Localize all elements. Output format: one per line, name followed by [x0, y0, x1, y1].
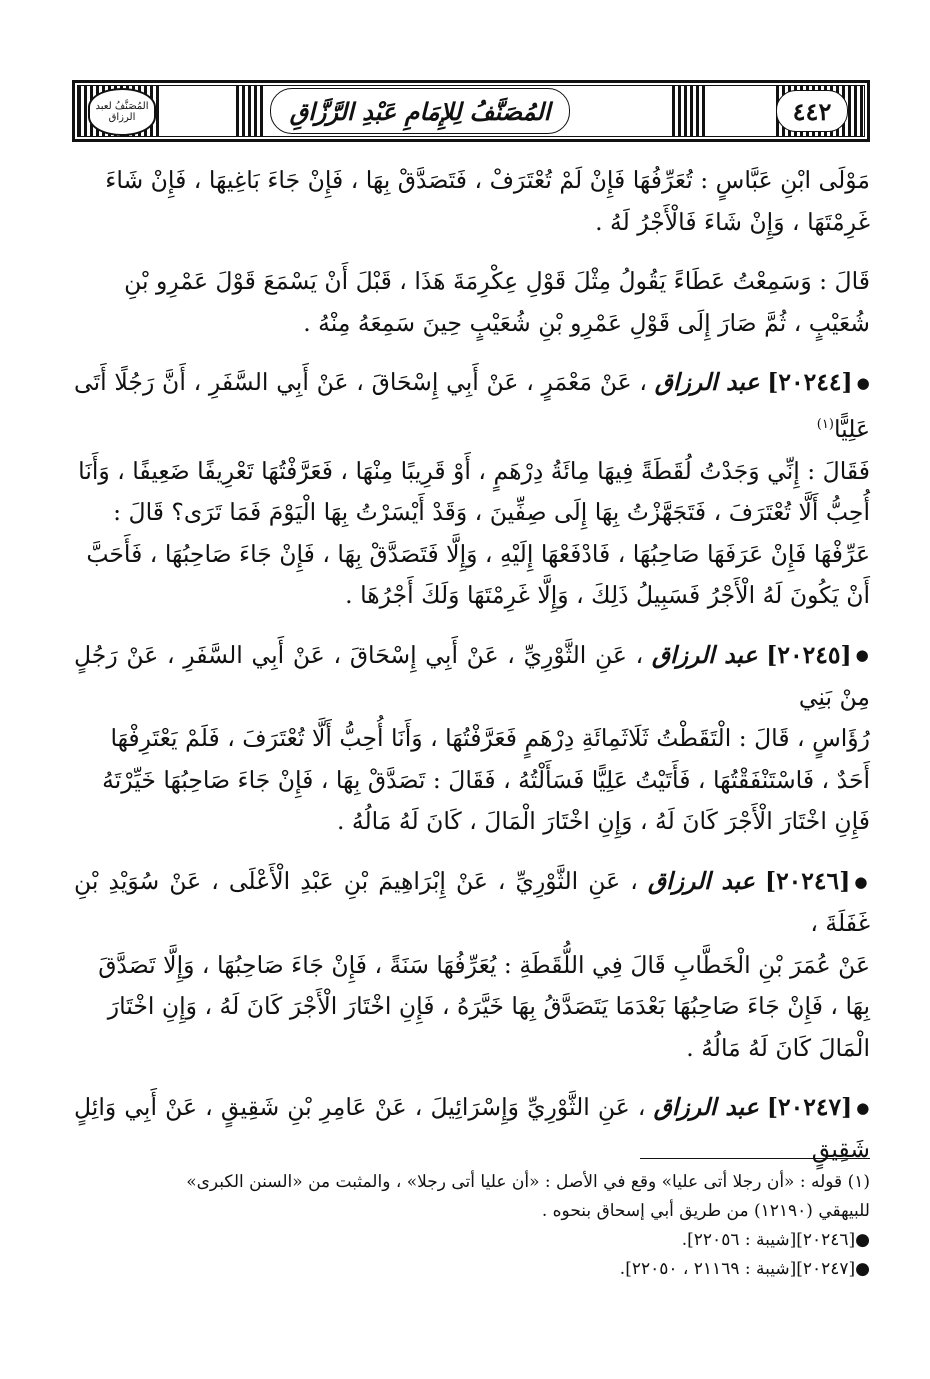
page-number: ٤٤٢ — [792, 96, 832, 126]
narrator-name: عبد الرزاق — [654, 368, 760, 396]
page-number-box — [776, 90, 848, 132]
book-seal-logo — [88, 88, 156, 136]
running-title: المُصَنَّفُ لِلإِمَامِ عَبْدِ الرَّزَّاقِ — [289, 96, 551, 126]
text-line: ، عَنِ الثَّوْرِيِّ ، عَنْ إِبْرَاهِيمَ بْنِ عَبْدِ الْأَعْلَى ، عَنْ سُوَيْدِ بْنِ غَفَلَةَ ، — [74, 866, 870, 938]
main-text — [74, 160, 870, 1171]
text-line: فَقَالَ : إِنِّي وَجَدْتُ لُقَطَةً فِيهَا مِائَةُ دِرْهَمٍ ، أَوْ قَرِيبًا مِنْهَا ، فَعَرَّفْتُهَا تَعْرِيفًا ضَعِيفًا ، وَأَنَا — [78, 456, 870, 485]
text-line: غَرِمْتَهَا ، وَإِنْ شَاءَ فَالْأَجْرُ لَهُ . — [595, 207, 870, 236]
paragraph-continuation — [74, 160, 870, 243]
text-line: ، عَنْ مَعْمَرٍ ، عَنْ أَبِي إِسْحَاقَ ، عَنْ أَبِي السَّفَرِ ، أَنَّ رَجُلًا أَتَى عَلِيًّا — [74, 368, 870, 444]
hadith-20246 — [74, 861, 870, 1069]
footnote-line: (١) قوله : «أن رجلا أتى عليا» وقع في الأصل : «أن عليا أتى رجلا» ، والمثبت من «السنن الكبرى» — [186, 1172, 870, 1192]
text-line: رُؤَاسٍ ، قَالَ : الْتَقَطْتُ ثَلَاثَمِائَةِ دِرْهَمٍ فَعَرَّفْتُهَا ، وَأَنَا أُحِبُّ أَلَّا تُعْتَرَفَ ، فَلَمْ يَعْتَرِفْهَا — [110, 724, 870, 753]
text-line: عَنْ عُمَرَ بْنِ الْخَطَّابِ قَالَ فِي اللُّقَطَةِ : يُعَرِّفُهَا سَنَةً ، فَإِنْ جَاءَ صَاحِبُهَا ، وَإِلَّا تَصَدَّقَ — [98, 950, 870, 979]
page-header — [72, 80, 870, 142]
hadith-number: [٢٠٢٤٤] — [767, 368, 853, 396]
ornament-mid-left — [236, 86, 266, 136]
ornament-mid-right — [672, 86, 706, 136]
text-line: فَإِنِ اخْتَارَ الْأَجْرَ كَانَ لَهُ ، وَإِنِ اخْتَارَ الْمَالَ ، كَانَ لَهُ مَالُهُ . — [336, 807, 870, 836]
seal-text: المُصَنَّفُ لعبد الرزاق — [95, 101, 149, 123]
hadith-number: [٢٠٢٤٥] — [766, 640, 852, 669]
text-line: عَرِّفْهَا فَإِنْ عَرَفَهَا صَاحِبُهَا ، فَادْفَعْهَا إِلَيْهِ ، وَإِلَّا فَتَصَدَّقْ بِهَا ، فَإِنْ جَاءَ صَاحِبُهَا ، فَأَحَبَّ — [86, 539, 870, 568]
narrator-name: عبد الرزاق — [647, 866, 755, 895]
text-line: مَوْلَى ابْنِ عَبَّاسٍ : تُعَرِّفُهَا فَإِنْ لَمْ تُعْتَرَفْ ، فَتَصَدَّقْ بِهَا ، فَإِنْ جَاءَ بَاغِيهَا ، فَإِنْ شَاءَ — [105, 166, 870, 194]
text-line: أُحِبُّ أَلَّا تُعْتَرَفَ ، فَتَجَهَّزْتُ بِهَا إِلَى صِفِّينَ ، وَقَدْ أَيْسَرْتُ بِهَا الْيَوْمَ فَمَا تَرَى؟ قَالَ : — [113, 498, 870, 527]
text-line: قَالَ : وَسَمِعْتُ عَطَاءً يَقُولُ مِثْلَ قَوْلِ عِكْرِمَةَ هَذَا ، قَبْلَ أَنْ يَسْمَعَ قَوْلَ عَمْرِو بْنِ — [124, 267, 870, 295]
footnotes — [74, 1168, 870, 1284]
cross-ref-20247: ●[٢٠٢٤٧][شيبة : ٢١١٦٩ ، ٢٢٠٥٠]. — [619, 1259, 870, 1279]
paragraph-qala — [74, 261, 870, 344]
text-line: بِهَا ، فَإِنْ جَاءَ صَاحِبُهَا بَعْدَمَا يَتَصَدَّقُ بِهَا خَيَّرَهُ ، فَإِنِ اخْتَارَ الْأَجْرَ كَانَ لَهُ ، وَإِنِ اخْتَارَ — [107, 992, 870, 1021]
bullet-icon: ● — [856, 1098, 870, 1117]
text-line: أَنْ يَكُونَ لَهُ الْأَجْرُ فَسَبِيلُ ذَلِكَ ، وَإِلَّا غَرِمْتَهَا وَلَكَ أَجْرُهَا . — [345, 581, 870, 610]
bullet-icon: ● — [856, 373, 870, 392]
text-line: الْمَالَ كَانَ لَهُ مَالُهُ . — [686, 1033, 870, 1062]
text-line: ، عَنِ الثَّوْرِيِّ وَإِسْرَائِيلَ ، عَنْ عَامِرِ بْنِ شَقِيقٍ ، عَنْ أَبِي وَائِلٍ شَقِيقٍ — [74, 1093, 870, 1164]
hadith-number: [٢٠٢٤٧] — [766, 1093, 853, 1122]
narrator-name: عبد الرزاق — [653, 1093, 759, 1122]
text-line: أَحَدٌ ، فَاسْتَنْفَقْتُهَا ، فَأَتَيْتُ عَلِيًّا فَسَأَلْتُهُ ، فَقَالَ : تَصَدَّقْ بِهَا ، فَإِنْ جَاءَ صَاحِبُهَا خَيِّرْتَهُ — [102, 765, 870, 794]
footnote-separator — [640, 1158, 870, 1159]
text-line: ، عَنِ الثَّوْرِيِّ ، عَنْ أَبِي إِسْحَاقَ ، عَنْ أَبِي السَّفَرِ ، عَنْ رَجُلٍ مِنْ بَنِي — [74, 640, 870, 711]
footnote-line: للبيهقي (١٢١٩٠) من طريق أبي إسحاق بنحوه . — [541, 1201, 870, 1221]
narrator-name: عبد الرزاق — [651, 640, 758, 669]
bullet-icon: ● — [854, 872, 870, 891]
hadith-number: [٢٠٢٤٦] — [764, 866, 851, 895]
bullet-icon: ● — [855, 646, 870, 665]
hadith-20245 — [74, 635, 870, 843]
footnote-1 — [74, 1168, 870, 1226]
text-line: شُعَيْبٍ ، ثُمَّ صَارَ إِلَى قَوْلِ عَمْرِو بْنِ شُعَيْبٍ حِينَ سَمِعَهُ مِنْهُ . — [303, 308, 870, 337]
hadith-20244 — [74, 362, 870, 617]
cross-ref-20246: ●[٢٠٢٤٦][شيبة : ٢٢٠٥٦]. — [681, 1230, 870, 1250]
header-title-box — [270, 88, 570, 134]
footnote-marker[interactable]: (١) — [816, 417, 834, 433]
